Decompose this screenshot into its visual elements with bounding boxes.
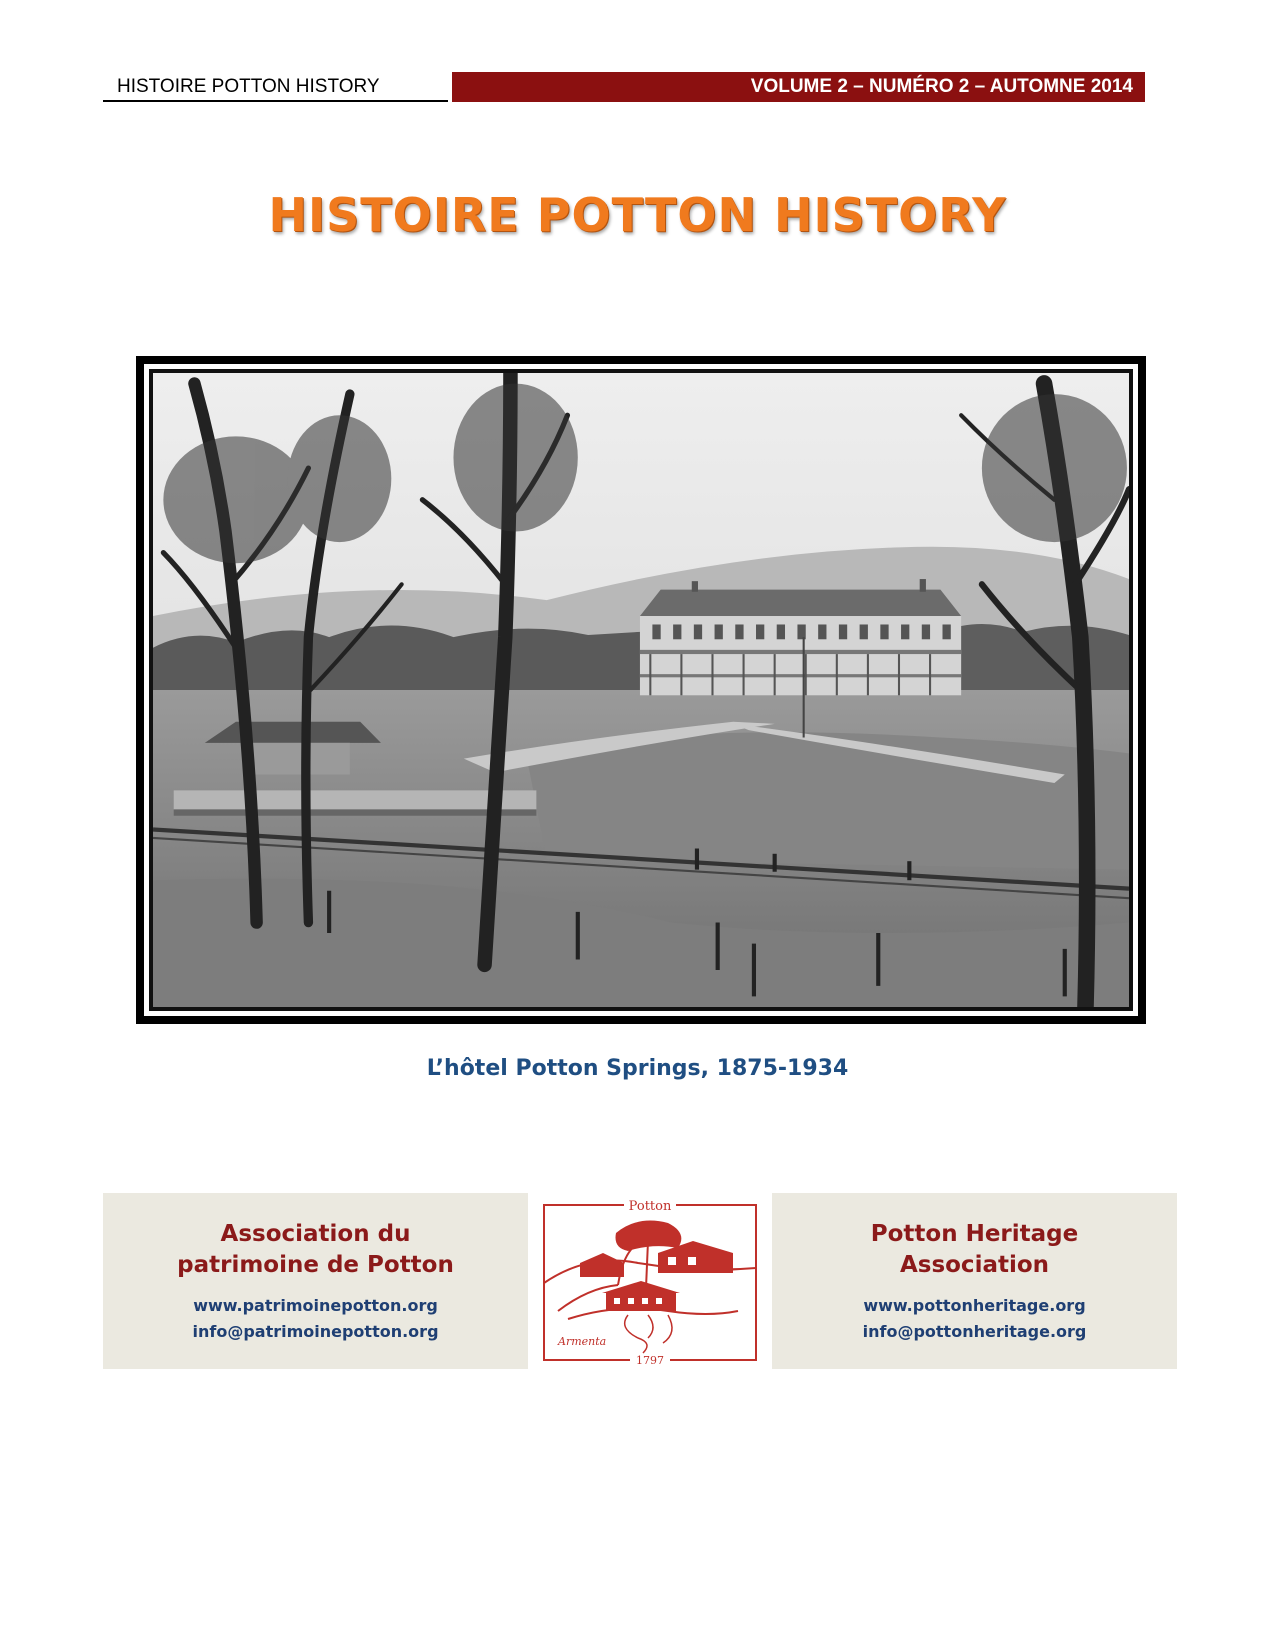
logo-top-text: Potton xyxy=(628,1199,672,1214)
website-link-fr[interactable]: www.patrimoinepotton.org xyxy=(193,1296,438,1315)
covered-bridge-logo-icon xyxy=(528,1193,772,1369)
running-header-title: HISTOIRE POTTON HISTORY xyxy=(103,72,448,102)
logo-year: 1797 xyxy=(636,1354,664,1367)
hotel-illustration xyxy=(153,373,1129,1007)
issue-banner: VOLUME 2 – NUMÉRO 2 – AUTOMNE 2014 xyxy=(452,72,1145,102)
email-link-en[interactable]: info@pottonheritage.org xyxy=(862,1322,1087,1341)
association-logo xyxy=(528,1193,772,1369)
email-link-fr[interactable]: info@patrimoinepotton.org xyxy=(192,1322,439,1341)
photo-caption: L’hôtel Potton Springs, 1875-1934 xyxy=(426,1056,849,1081)
logo-signature: Armenta xyxy=(558,1335,607,1348)
website-link-en[interactable]: www.pottonheritage.org xyxy=(863,1296,1086,1315)
page-title: HISTOIRE POTTON HISTORY xyxy=(268,188,1007,242)
org-name-fr-line1: Association du xyxy=(220,1221,411,1247)
org-name-en-line2: Association xyxy=(899,1252,1050,1278)
footer-band xyxy=(103,1193,1177,1369)
org-name-en-line1: Potton Heritage xyxy=(870,1221,1079,1247)
photo-frame xyxy=(136,356,1146,1024)
org-name-fr-line2: patrimoine de Potton xyxy=(177,1252,454,1278)
english-association-box xyxy=(772,1193,1177,1369)
hotel-photo xyxy=(153,373,1129,1007)
french-association-box xyxy=(103,1193,528,1369)
